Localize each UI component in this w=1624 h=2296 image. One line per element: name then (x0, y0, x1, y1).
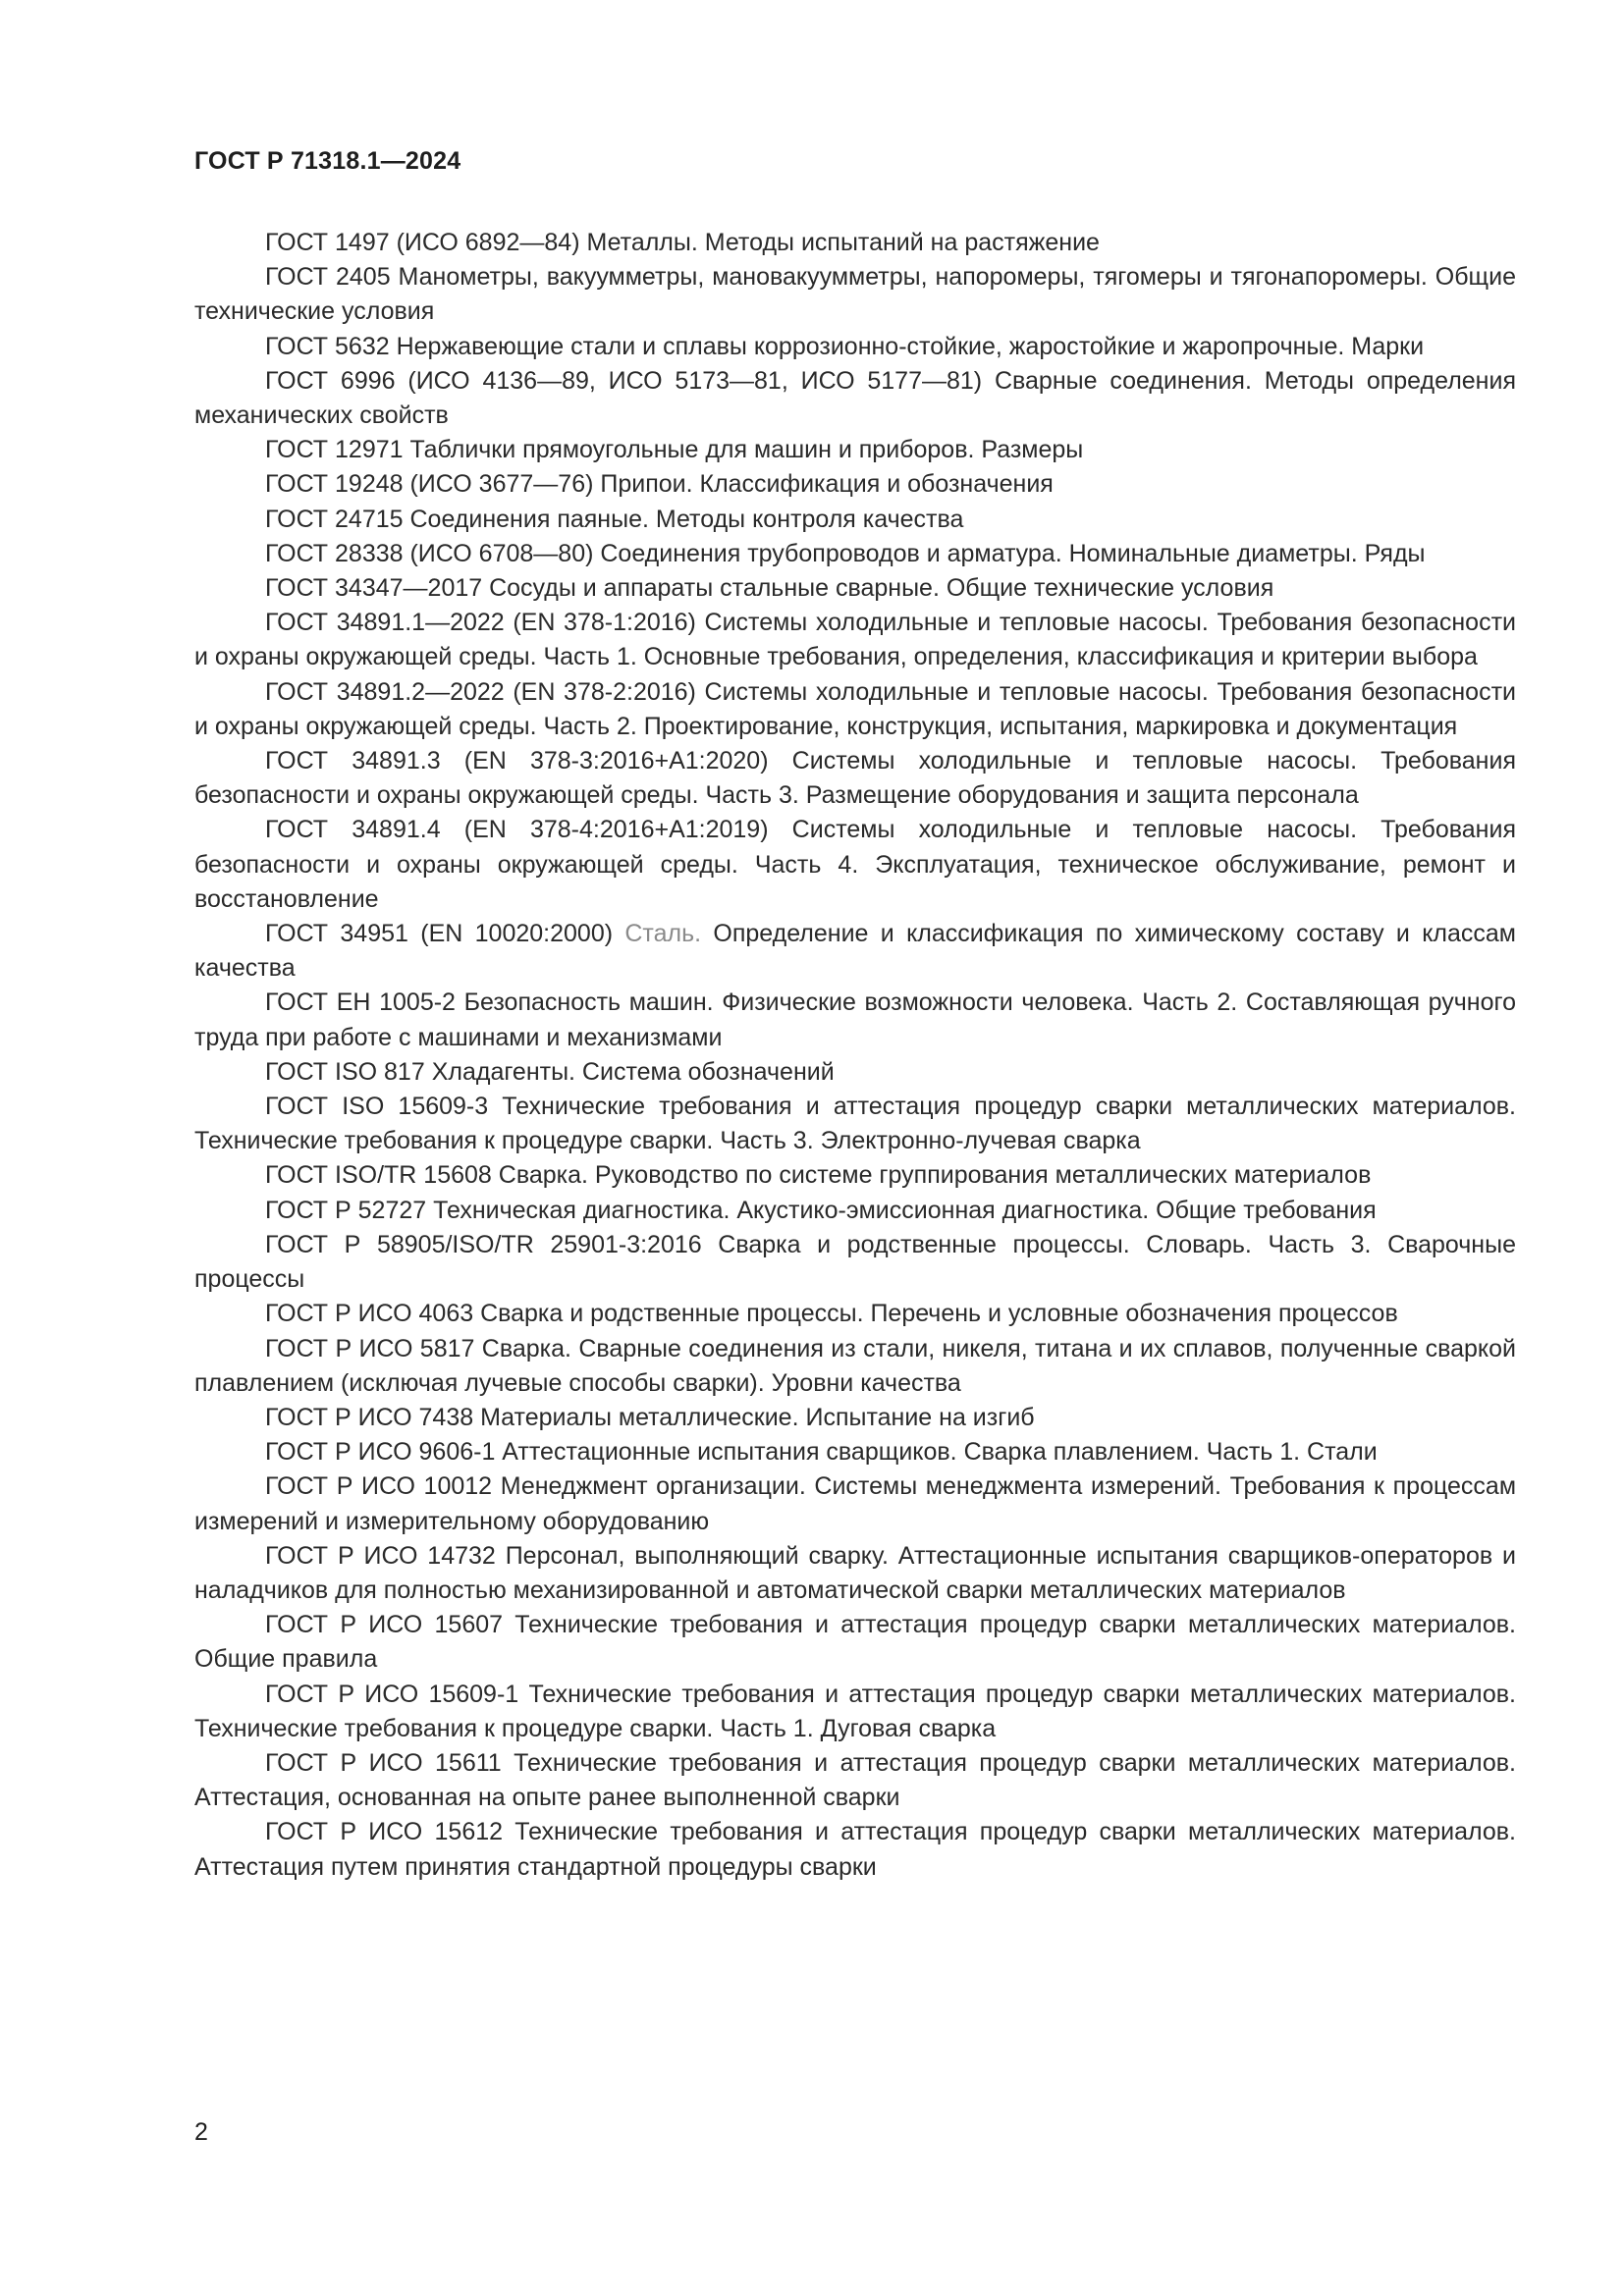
reference-item: ГОСТ 34891.3 (EN 378-3:2016+A1:2020) Системы холодильные и тепловые насосы. Требования безопасности и охраны окружающей среды. Часть 3. Размещение оборудования и защита персонала (194, 747, 1516, 810)
reference-faded-word: Сталь. (624, 920, 702, 948)
reference-item: ГОСТ 34891.1—2022 (EN 378-1:2016) Системы холодильные и тепловые насосы. Требования безопасности и охраны окружающей среды. Часть 1. Основные требования, определения, классификация и критерии выбора (194, 609, 1516, 671)
reference-item: ГОСТ 24715 Соединения паяные. Методы контроля качества (265, 505, 964, 533)
reference-item: ГОСТ Р ИСО 4063 Сварка и родственные процессы. Перечень и условные обозначения процессов (265, 1300, 1398, 1328)
reference-item: ГОСТ Р ИСО 14732 Персонал, выполняющий сварку. Аттестационные испытания сварщиков-операторов и наладчиков для полностью механизированной и автоматической сварки металлических материалов (194, 1541, 1516, 1604)
reference-item: ГОСТ 6996 (ИСО 4136—89, ИСО 5173—81, ИСО 5177—81) Сварные соединения. Методы определения механических свойств (194, 366, 1516, 430)
reference-item: ГОСТ 34891.4 (EN 378-4:2016+A1:2019) Системы холодильные и тепловые насосы. Требования безопасности и охраны окружающей среды. Часть 4. Эксплуатация, техническое обслуживание, ремонт и восстановление (194, 816, 1516, 913)
reference-item: ГОСТ Р ИСО 15611 Технические требования и аттестация процедур сварки металлических материалов. Аттестация, основанная на опыте ранее выполненной сварки (194, 1748, 1516, 1812)
reference-item: ГОСТ ISO 15609-3 Технические требования и аттестация процедур сварки металлических материалов. Технические требования к процедуре сварки. Часть 3. Электронно-лучевая сварка (194, 1093, 1516, 1155)
reference-text-before: ГОСТ 34951 (EN 10020:2000) (265, 920, 625, 948)
reference-item: ГОСТ Р 52727 Техническая диагностика. Акустико-эмиссионная диагностика. Общие требования (265, 1196, 1377, 1224)
reference-item: ГОСТ 34891.2—2022 (EN 378-2:2016) Системы холодильные и тепловые насосы. Требования безопасности и охраны окружающей среды. Часть 2. Проектирование, конструкция, испытания, маркировка и документация (194, 677, 1516, 740)
reference-item: ГОСТ ЕН 1005-2 Безопасность машин. Физические возможности человека. Часть 2. Составляющая ручного труда при работе с машинами и механизмами (194, 988, 1516, 1051)
reference-item: ГОСТ Р ИСО 15612 Технические требования и аттестация процедур сварки металлических материалов. Аттестация путем принятия стандартной процедуры сварки (194, 1818, 1516, 1881)
page-number: 2 (194, 2118, 208, 2146)
reference-item: ГОСТ Р ИСО 7438 Материалы металлические. Испытание на изгиб (265, 1403, 1035, 1431)
reference-item: ГОСТ 34347—2017 Сосуды и аппараты стальные сварные. Общие технические условия (265, 574, 1274, 603)
reference-item: ГОСТ 28338 (ИСО 6708—80) Соединения трубопроводов и арматура. Номинальные диаметры. Ряды (265, 539, 1426, 567)
reference-item: ГОСТ Р ИСО 15609-1 Технические требования и аттестация процедур сварки металлических материалов. Технические требования к процедуре сварки. Часть 1. Дуговая сварка (194, 1680, 1516, 1742)
reference-text-after: Определение и классификация по химическому составу и классам качества (194, 920, 1516, 983)
reference-item: ГОСТ Р 58905/ISO/TR 25901-3:2016 Сварка и родственные процессы. Словарь. Часть 3. Сварочные процессы (194, 1230, 1516, 1294)
reference-item: ГОСТ Р ИСО 5817 Сварка. Сварные соединения из стали, никеля, титана и их сплавов, полученные сваркой плавлением (исключая лучевые способы сварки). Уровни качества (194, 1334, 1516, 1397)
reference-item: ГОСТ ISO/TR 15608 Сварка. Руководство по системе группирования металлических материалов (265, 1161, 1372, 1190)
reference-item (194, 917, 1516, 986)
reference-item: ГОСТ 2405 Манометры, вакуумметры, мановакуумметры, напоромеры, тягомеры и тягонапоромеры. Общие технические условия (194, 263, 1516, 326)
normative-references-list (194, 226, 1516, 1885)
reference-item: ГОСТ 1497 (ИСО 6892—84) Металлы. Методы испытаний на растяжение (265, 229, 1100, 256)
reference-item: ГОСТ Р ИСО 10012 Менеджмент организации. Системы менеджмента измерений. Требования к процессам измерений и измерительному оборудованию (194, 1472, 1516, 1535)
reference-item: ГОСТ 19248 (ИСО 3677—76) Припои. Классификация и обозначения (265, 470, 1054, 499)
reference-item: ГОСТ 5632 Нержавеющие стали и сплавы коррозионно-стойкие, жаростойкие и жаропрочные. Марки (265, 332, 1425, 360)
reference-item: ГОСТ Р ИСО 15607 Технические требования и аттестация процедур сварки металлических материалов. Общие правила (194, 1611, 1516, 1674)
reference-item: ГОСТ Р ИСО 9606-1 Аттестационные испытания сварщиков. Сварка плавлением. Часть 1. Стали (265, 1438, 1378, 1467)
reference-item: ГОСТ ISO 817 Хладагенты. Система обозначений (265, 1057, 835, 1086)
reference-item: ГОСТ 12971 Таблички прямоугольные для машин и приборов. Размеры (265, 436, 1084, 464)
document-header: ГОСТ Р 71318.1—2024 (194, 147, 461, 175)
